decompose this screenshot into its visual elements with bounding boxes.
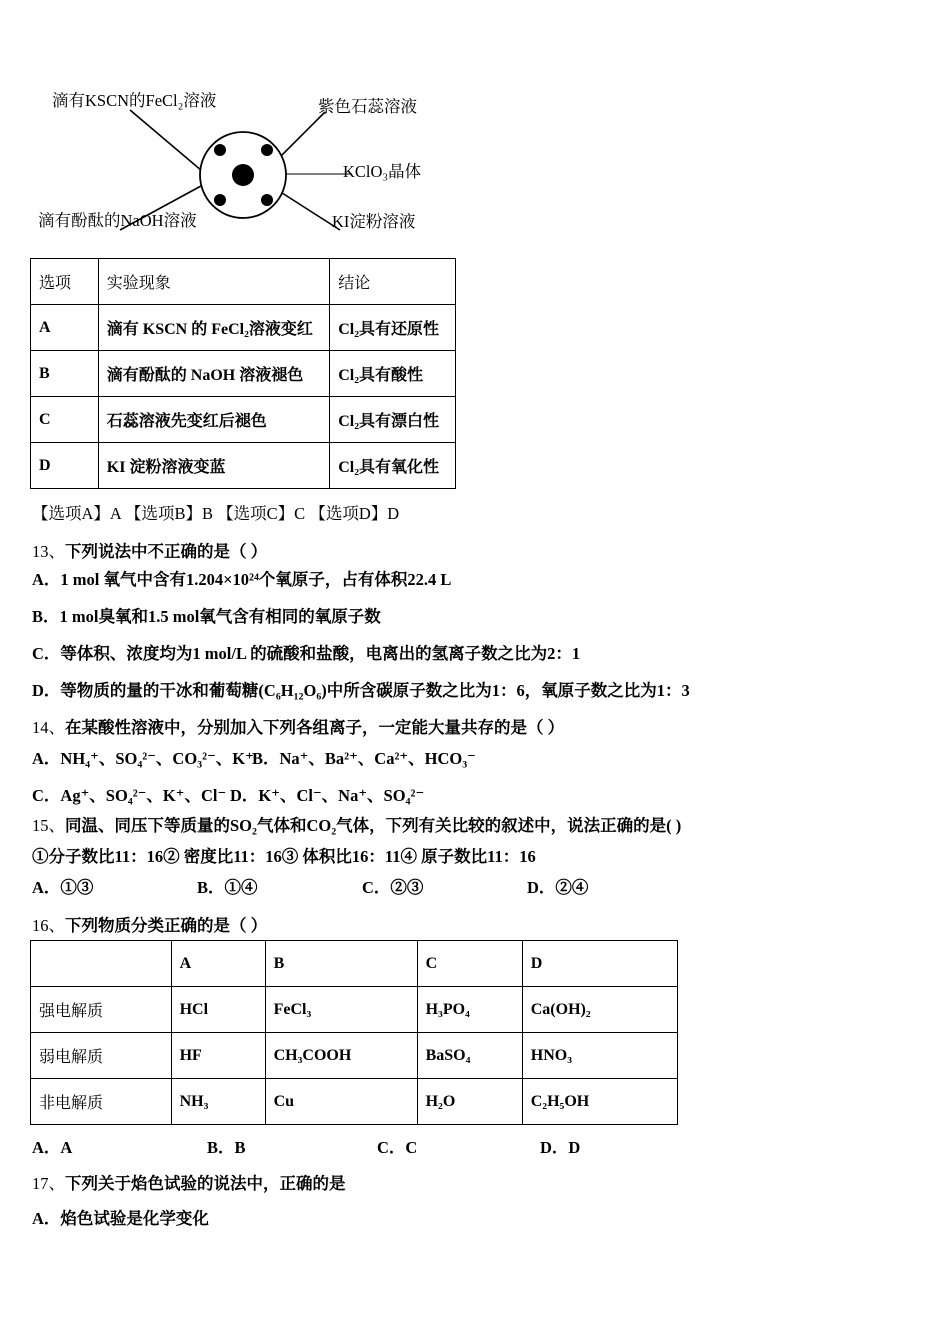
question-17-text: 下列关于焰色试验的说法中，正确的是 <box>65 1174 346 1193</box>
question-16-stem <box>32 912 267 936</box>
electrolyte-classification-table <box>30 940 678 1125</box>
header-option: 选项 <box>31 259 99 305</box>
table-header-row <box>31 259 456 305</box>
cell-d: C₂H₅OH <box>522 1079 677 1125</box>
table-row <box>31 987 678 1033</box>
cell-d: Ca(OH)₂ <box>522 987 677 1033</box>
reagent-phenomena-table <box>30 258 456 489</box>
header-blank <box>31 941 172 987</box>
question-13-option-c[interactable]: C．等体积、浓度均为1 mol/L 的硫酸和盐酸，电离出的氢离子数之比为2：1 <box>32 644 581 663</box>
question-17-number: 17、 <box>32 1174 65 1193</box>
table-row <box>31 351 456 397</box>
question-14-option-b[interactable]: B．Na⁺、Ba²⁺、Ca²⁺、HCO₃⁻ <box>252 749 476 768</box>
chlorine-reagent-dish-diagram <box>30 82 470 250</box>
question-14-option-c[interactable]: C．Ag⁺、SO₄²⁻、K⁺、Cl⁻ <box>32 786 227 805</box>
answer-key-line: 【选项A】A 【选项B】B 【选项C】C 【选项D】D <box>32 504 400 523</box>
table-row <box>31 397 456 443</box>
question-15-option-b[interactable]: B．①④ <box>197 878 258 897</box>
drop-ki <box>261 194 273 206</box>
cell-option: A <box>31 305 99 351</box>
table-row <box>31 305 456 351</box>
cell-option: B <box>31 351 99 397</box>
question-16-option-d[interactable]: D．D <box>540 1138 581 1157</box>
cell-c: BaSO₄ <box>417 1033 522 1079</box>
kclo3-crystal-dot <box>232 164 254 186</box>
header-conclusion: 结论 <box>330 259 456 305</box>
cell-category: 强电解质 <box>31 987 172 1033</box>
header-phenomenon: 实验现象 <box>98 259 329 305</box>
question-14-stem <box>32 714 564 738</box>
cell-phenomenon: 滴有酚酞的 NaOH 溶液褪色 <box>98 351 329 397</box>
cell-phenomenon: 滴有 KSCN 的 FeCl₂溶液变红 <box>98 305 329 351</box>
cell-c: H₃PO₄ <box>417 987 522 1033</box>
table-header-row <box>31 941 678 987</box>
question-14-text: 在某酸性溶液中，分别加入下列各组离子，一定能大量共存的是（ ） <box>65 718 565 737</box>
drop-fecl2 <box>214 144 226 156</box>
question-13-stem <box>32 538 267 562</box>
cell-conclusion: Cl₂具有氧化性 <box>330 443 456 489</box>
cell-conclusion: Cl₂具有还原性 <box>330 305 456 351</box>
question-15-text: 同温、同压下等质量的SO₂气体和CO₂气体，下列有关比较的叙述中，说法正确的是( ) <box>65 816 682 835</box>
question-15-number: 15、 <box>32 816 65 835</box>
question-14-option-d[interactable]: D．K⁺、Cl⁻、Na⁺、SO₄²⁻ <box>230 786 425 805</box>
question-17-stem <box>32 1170 346 1194</box>
question-15-statements: ①分子数比11：16② 密度比11：16③ 体积比16：11④ 原子数比11：16 <box>32 847 536 866</box>
figure-label-fecl2: 滴有KSCN的FeCl₂溶液 <box>52 91 217 110</box>
cell-category: 非电解质 <box>31 1079 172 1125</box>
question-15-option-c[interactable]: C．②③ <box>362 878 424 897</box>
question-15-stem <box>32 812 681 836</box>
question-15-option-a[interactable]: A．①③ <box>32 878 94 897</box>
figure-label-naoh: 滴有酚酞的NaOH溶液 <box>38 211 197 230</box>
header-b: B <box>265 941 417 987</box>
cell-b: FeCl₃ <box>265 987 417 1033</box>
question-13-number: 13、 <box>32 542 65 561</box>
table-row <box>31 1079 678 1125</box>
figure-label-litmus: 紫色石蕊溶液 <box>318 97 417 116</box>
question-14-number: 14、 <box>32 718 65 737</box>
question-16-option-a[interactable]: A．A <box>32 1138 73 1157</box>
cell-conclusion: Cl₂具有酸性 <box>330 351 456 397</box>
header-d: D <box>522 941 677 987</box>
cell-phenomenon: 石蕊溶液先变红后褪色 <box>98 397 329 443</box>
header-a: A <box>171 941 265 987</box>
question-16-option-b[interactable]: B．B <box>207 1138 246 1157</box>
cell-a: HF <box>171 1033 265 1079</box>
question-13-text: 下列说法中不正确的是（ ） <box>65 542 268 561</box>
cell-category: 弱电解质 <box>31 1033 172 1079</box>
drop-litmus <box>261 144 273 156</box>
cell-phenomenon: KI 淀粉溶液变蓝 <box>98 443 329 489</box>
header-c: C <box>417 941 522 987</box>
question-13-option-b[interactable]: B．1 mol臭氧和1.5 mol氧气含有相同的氧原子数 <box>32 607 381 626</box>
cell-conclusion: Cl₂具有漂白性 <box>330 397 456 443</box>
cell-b: Cu <box>265 1079 417 1125</box>
question-13-option-d[interactable]: D．等物质的量的干冰和葡萄糖(C₆H₁₂O₆)中所含碳原子数之比为1：6，氧原子数之比为1：3 <box>32 681 690 700</box>
cell-b: CH₃COOH <box>265 1033 417 1079</box>
figure-label-kclo3: KClO₃晶体 <box>343 162 422 181</box>
figure-label-ki: KI淀粉溶液 <box>332 212 416 231</box>
question-14-option-a[interactable]: A．NH₄⁺、SO₄²⁻、CO₃²⁻、K⁺ <box>32 749 254 768</box>
cell-a: NH₃ <box>171 1079 265 1125</box>
question-17-option-a[interactable]: A．焰色试验是化学变化 <box>32 1209 209 1228</box>
table-row <box>31 1033 678 1079</box>
table-row <box>31 443 456 489</box>
question-16-text: 下列物质分类正确的是（ ） <box>65 916 268 935</box>
drop-naoh <box>214 194 226 206</box>
cell-d: HNO₃ <box>522 1033 677 1079</box>
cell-option: C <box>31 397 99 443</box>
cell-a: HCl <box>171 987 265 1033</box>
cell-c: H₂O <box>417 1079 522 1125</box>
question-15-option-d[interactable]: D．②④ <box>527 878 589 897</box>
question-16-option-c[interactable]: C．C <box>377 1138 418 1157</box>
question-16-number: 16、 <box>32 916 65 935</box>
cell-option: D <box>31 443 99 489</box>
question-13-option-a[interactable]: A．1 mol 氧气中含有1.204×10²⁴个氧原子，占有体积22.4 L <box>32 570 452 589</box>
